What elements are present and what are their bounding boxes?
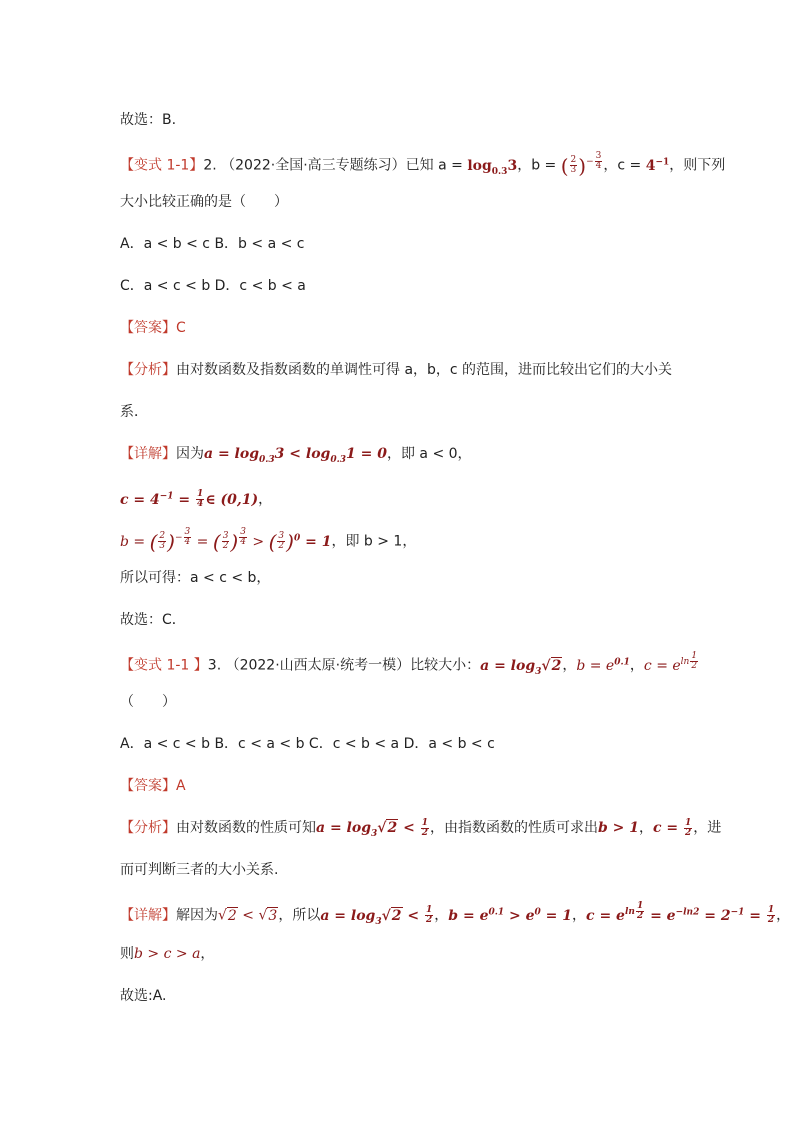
m: 3 xyxy=(595,151,602,161)
m: 3 xyxy=(570,165,577,176)
text: ， xyxy=(434,907,449,924)
m: 4 xyxy=(645,157,656,174)
analysis-2 xyxy=(120,818,720,840)
answer-c xyxy=(120,318,720,340)
m: c = e xyxy=(643,657,681,674)
analysis-tag: 【分析】 xyxy=(120,820,176,836)
analysis-1b xyxy=(120,402,720,424)
options-ab xyxy=(120,234,720,256)
m: 3 xyxy=(507,157,518,174)
m: = 2 xyxy=(699,907,731,924)
math-c-half xyxy=(652,817,693,838)
text: ， xyxy=(562,657,577,674)
m: < xyxy=(402,907,425,924)
m: b = xyxy=(120,533,150,550)
math-detail-a xyxy=(204,446,387,465)
text: 大小比较正确的是（ ） xyxy=(120,194,288,210)
question-3-line xyxy=(120,651,720,677)
math-detail-b: b = ( $\frac{2}{3}$ )$^{- \frac{3}{4}}$ = ( $\frac{3}{2}$ ) $^{\frac{3}{4}}$ > ( $\frac{3}{2}$ )$^0$ = 1 xyxy=(120,527,332,554)
detail-1 xyxy=(120,444,720,466)
m: 0.3 xyxy=(259,454,275,465)
m: 0 xyxy=(293,533,301,543)
math-q3-a: $a = \log_3√2$ xyxy=(480,657,562,677)
m: 2 xyxy=(767,915,775,926)
text: ，进 xyxy=(693,820,722,836)
m: 2 xyxy=(159,531,166,542)
text: ，c = xyxy=(603,157,642,174)
text: A．a < c < b B．c < a < b C．c < b < a D．a < b < c xyxy=(120,736,495,752)
m: − xyxy=(586,157,594,167)
m: −1 xyxy=(159,491,174,501)
math-sqrt-compare: √2 < √3 xyxy=(218,907,278,924)
answer-a xyxy=(120,776,720,798)
m: 2 xyxy=(685,827,692,838)
m: a = log xyxy=(316,820,371,836)
m: a = log xyxy=(320,907,376,924)
text: 2. （2022·全国·高三专题练习）已知 a = xyxy=(203,157,463,174)
m: 1 xyxy=(691,651,698,661)
m: a = log xyxy=(204,446,259,462)
m: 3 xyxy=(159,541,166,552)
m: 3 < log xyxy=(274,446,331,462)
m: b = e xyxy=(448,907,489,924)
variant-tag: 【变式 1-1 】 xyxy=(120,657,208,674)
m: c = e xyxy=(586,907,625,924)
m: b = e xyxy=(576,657,615,674)
analysis-2b xyxy=(120,860,720,882)
text: C．a < c < b D．c < b < a xyxy=(120,278,306,294)
question-2-line xyxy=(120,151,726,178)
m: = xyxy=(744,907,766,924)
m: −1 xyxy=(730,907,745,917)
m: ln xyxy=(680,657,690,667)
m: 2 xyxy=(426,915,433,926)
detail-tag: 【详解】 xyxy=(120,907,176,924)
m: 4 xyxy=(184,537,191,547)
text: ， xyxy=(200,946,215,962)
math-bca: b > c > a xyxy=(134,946,201,962)
m: 0.3 xyxy=(330,454,347,465)
math-a xyxy=(467,157,518,177)
text: 由对数函数及指数函数的单调性可得 a，b，c 的范围，进而比较出它们的大小关 xyxy=(176,362,673,378)
answer-tag: 【答案】 xyxy=(120,778,176,794)
text: ， xyxy=(629,657,644,674)
m: 3 xyxy=(278,531,285,542)
conclusion-1 xyxy=(120,568,720,590)
math-b-chain xyxy=(448,908,572,924)
text: 由对数函数的性质可知 xyxy=(176,820,316,836)
m: 3 xyxy=(371,828,378,839)
text: 故选:A. xyxy=(120,988,167,1004)
math-a-lt-half-2: $a = \log_3√2$ < $\frac{1}{2}$ xyxy=(320,905,433,927)
analysis-1 xyxy=(120,360,720,382)
math-q3-c xyxy=(643,651,699,674)
detail-2 xyxy=(120,901,791,927)
question-3-line-2 xyxy=(120,692,720,714)
m: 2 xyxy=(570,155,577,166)
m: −ln2 xyxy=(675,907,700,917)
choose-c xyxy=(120,610,720,632)
m: 4 xyxy=(595,161,602,171)
m: = xyxy=(192,533,213,550)
math-c xyxy=(646,158,670,174)
detail-tag: 【详解】 xyxy=(120,446,176,462)
choose-a xyxy=(120,986,720,1008)
m: 4 xyxy=(197,499,204,510)
m: a = log xyxy=(480,657,536,674)
m: = 1 xyxy=(300,533,332,550)
text: ，即 b > 1， xyxy=(331,533,417,550)
text: ， xyxy=(572,907,587,924)
text: 故选：C． xyxy=(120,612,186,628)
m: < xyxy=(398,820,420,836)
m: 2 xyxy=(387,820,398,836)
m: 2 xyxy=(551,657,562,674)
math-b: ( $\frac{2}{3}$ )$^{- \frac{3}{4}}$ xyxy=(560,151,602,178)
text: 3. （2022·山西太原·统考一模）比较大小： xyxy=(207,657,481,674)
m: = xyxy=(173,491,196,508)
m: 1 xyxy=(197,489,204,500)
answer-tag: 【答案】 xyxy=(120,320,176,336)
m: 2 xyxy=(391,907,402,924)
text: ， xyxy=(776,907,791,924)
text: 则 xyxy=(120,946,134,962)
m: 3 xyxy=(535,666,542,677)
m: − xyxy=(174,533,183,543)
m: c = xyxy=(652,820,683,836)
options-cd xyxy=(120,276,720,298)
detail-2b xyxy=(120,944,720,966)
m: 0 xyxy=(534,907,541,917)
answer-value: A xyxy=(176,778,186,794)
m: 1 xyxy=(685,817,692,828)
m: 1 = 0 xyxy=(346,446,387,462)
text: A．a < b < c B．b < a < c xyxy=(120,236,305,252)
m: 3 xyxy=(375,916,382,927)
m: 2 xyxy=(227,907,237,924)
m: 3 xyxy=(222,531,229,542)
text: ， xyxy=(638,820,653,836)
text: 因为 xyxy=(176,446,204,462)
m: 4 xyxy=(240,537,246,547)
m: 2 xyxy=(691,661,698,671)
m: 1 xyxy=(636,901,644,911)
m: 2 xyxy=(222,541,229,552)
m: 1 xyxy=(426,905,433,916)
detail-c xyxy=(120,486,720,508)
answer-line-b xyxy=(120,110,720,132)
m: = e xyxy=(645,907,676,924)
m: 2 xyxy=(636,911,644,921)
math-a-lt-half: $a = \log_3√2$ < $\frac{1}{2}$ xyxy=(316,817,428,839)
m: 2 xyxy=(421,827,428,838)
analysis-tag: 【分析】 xyxy=(120,362,176,378)
text: ，则下列 xyxy=(669,157,726,174)
text: ，由指数函数的性质可求出 xyxy=(429,820,598,836)
text: 故选：B. xyxy=(120,112,177,128)
m: −1 xyxy=(655,157,670,167)
answer-value: C xyxy=(176,320,186,336)
m: 1 xyxy=(421,817,428,828)
math-q3-b xyxy=(576,658,630,674)
m: < xyxy=(237,907,259,924)
text: ，b = xyxy=(517,157,557,174)
text: （ ） xyxy=(120,694,176,710)
text: 而可判断三者的大小关系. xyxy=(120,862,279,878)
math-b-gt-1: b > 1 xyxy=(597,820,639,836)
m: = 1 xyxy=(540,907,573,924)
m: 3 xyxy=(268,907,278,924)
m: log xyxy=(467,157,492,174)
m: 3 xyxy=(240,527,246,537)
m: ln xyxy=(624,907,635,917)
options-q3 xyxy=(120,734,720,756)
text: 所以可得：a < c < b， xyxy=(120,570,271,586)
text: 解因为 xyxy=(176,907,218,924)
math-detail-c xyxy=(120,489,259,510)
variant-tag: 【变式 1-1】 xyxy=(120,157,204,174)
m: 1 xyxy=(767,905,775,916)
m: 0.3 xyxy=(491,166,508,177)
m: 0.1 xyxy=(614,657,630,667)
question-2-line-2 xyxy=(120,192,720,214)
text: ， xyxy=(258,491,273,508)
text: 系． xyxy=(120,404,148,420)
m: ∈ (0,1) xyxy=(205,491,259,508)
m: > e xyxy=(504,907,535,924)
m: c = 4 xyxy=(120,491,160,508)
m: 3 xyxy=(184,527,191,537)
m: 2 xyxy=(278,541,285,552)
math-c-chain xyxy=(586,901,776,926)
text: ，所以 xyxy=(278,907,321,924)
detail-b xyxy=(120,527,720,554)
text: ，即 a < 0， xyxy=(386,446,472,462)
m: 0.1 xyxy=(488,907,505,917)
m: > xyxy=(247,533,269,550)
